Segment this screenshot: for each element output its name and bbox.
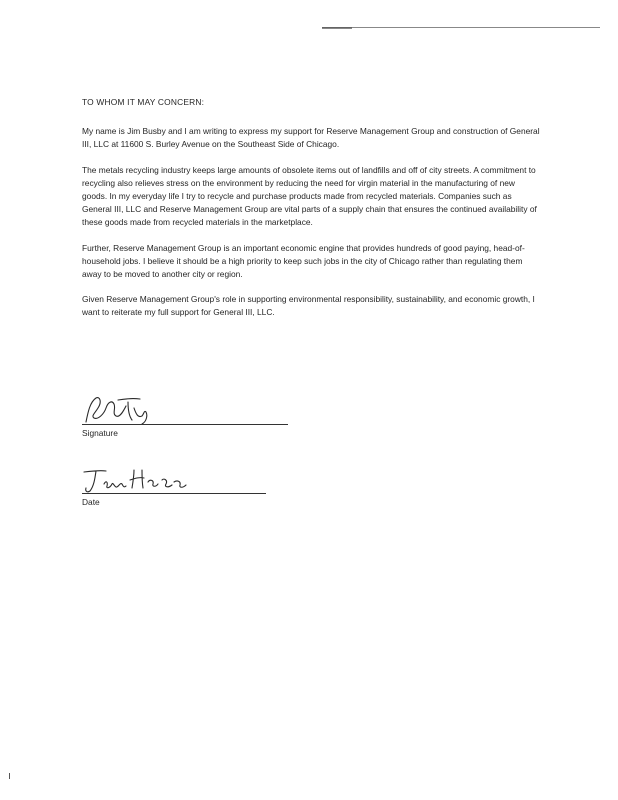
paragraph-intro: My name is Jim Busby and I am writing to express my support for Reserve Management Group and construction of General III, LLC at 11600 S. Burley Avenue on the Southeast Side of Chicago. (82, 126, 540, 150)
paragraph-economy: Further, Reserve Management Group is an important economic engine that provides hundreds of good paying, head-of-household jobs. I believe it should be a high priority to keep such jobs in the city of Chicago rather than regulating them away to be moved to another city or region. (82, 242, 525, 280)
paragraph-recycling: The metals recycling industry keeps large amounts of obsolete items out of landfills and off of city streets. A commitment to recycling also relieves stress on the environment by reducing the need for virgin material in the manufacturing of new goods. In my everyday life I try to recycle and purchase products made from recycled materials. Companies such as General III, LLC and Reserve Management Group are vital parts of a supply chain that ensures the continued availability of these goods made from recycled materials in the marketplace. (82, 164, 537, 228)
date-line (82, 493, 266, 494)
date-label: Date (82, 497, 100, 507)
handwritten-date (82, 466, 192, 496)
signature-label: Signature (82, 428, 118, 438)
scan-corner-mark (9, 773, 10, 779)
paragraph-closing: Given Reserve Management Group's role in supporting environmental responsibility, sustainability, and economic growth, I want to reiterate my full support for General III, LLC. (82, 294, 535, 318)
handwritten-signature (82, 392, 162, 426)
signature-line (82, 424, 288, 425)
salutation: TO WHOM IT MAY CONCERN: (82, 97, 205, 107)
letter-body (82, 96, 542, 332)
scan-artifact-line (322, 27, 600, 28)
